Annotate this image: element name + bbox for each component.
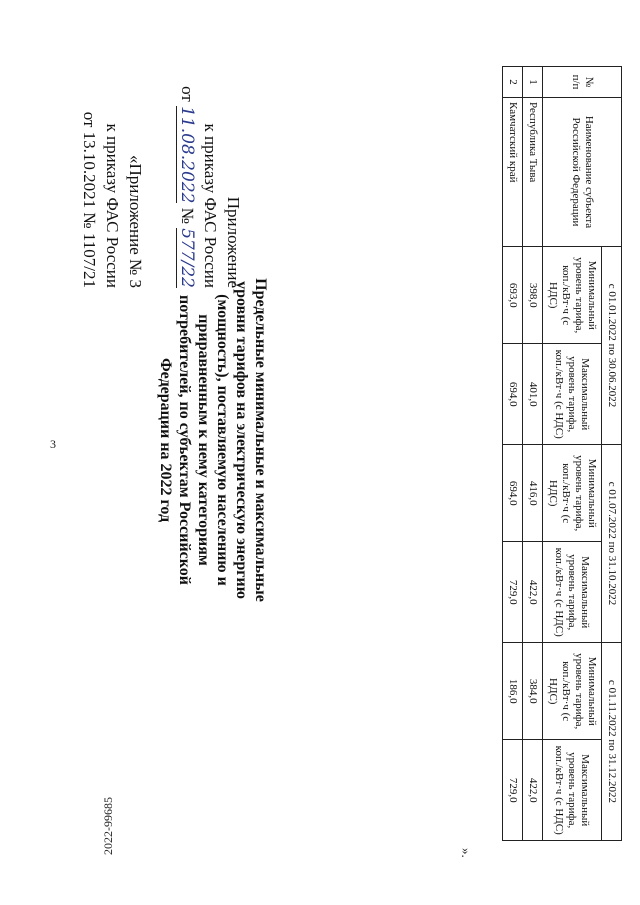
appendix-line: к приказу ФАС России <box>103 123 122 288</box>
tariff-value: 694,0 <box>503 344 523 445</box>
tariff-value: 384,0 <box>523 643 543 740</box>
max-tariff-header: Максимальный уровень тарифа, коп./кВт·ч (с НДС) <box>543 344 602 445</box>
closing-quote: ». <box>459 848 474 858</box>
appendix-prefix: от <box>178 86 197 107</box>
row-number: 2 <box>503 67 523 98</box>
tariff-value: 398,0 <box>523 247 543 344</box>
appendix-line: от 13.10.2021 № 1107/21 <box>80 111 99 288</box>
tariff-value: 401,0 <box>523 344 543 445</box>
table-row <box>523 67 543 841</box>
page-number: 3 <box>50 437 56 451</box>
max-tariff-header: Максимальный уровень тарифа, коп./кВт·ч (с НДС) <box>543 740 602 841</box>
appendix-line: «Приложение № 3 <box>126 155 145 288</box>
region-name: Камчатский край <box>503 98 523 247</box>
tariff-value: 186,0 <box>503 643 523 740</box>
tariff-value: 729,0 <box>503 740 523 841</box>
table-row <box>503 67 523 841</box>
region-name: Республика Тыва <box>523 98 543 247</box>
tariff-value: 694,0 <box>503 445 523 542</box>
appendix-header <box>78 48 245 288</box>
appendix-line: Приложение <box>224 196 243 288</box>
document-number: 2022-99685 <box>101 797 115 855</box>
min-tariff-header: Минимальный уровень тарифа, коп./кВт·ч (с НДС) <box>543 643 602 740</box>
tariff-value: 729,0 <box>503 542 523 643</box>
period-header: с 01.01.2022 по 30.06.2022 <box>602 247 622 445</box>
tariff-value: 416,0 <box>523 445 543 542</box>
tariff-table <box>502 66 622 841</box>
min-tariff-header: Минимальный уровень тарифа, коп./кВт·ч (с НДС) <box>543 247 602 344</box>
appendix-date-line <box>175 48 199 288</box>
col-header-region: Наименование субъекта Российской Федерации <box>543 98 622 247</box>
period-header: с 01.07.2022 по 31.10.2022 <box>602 445 622 643</box>
col-header-number: № п/п <box>543 67 622 98</box>
tariff-value: 693,0 <box>503 247 523 344</box>
tariff-value: 422,0 <box>523 740 543 841</box>
document-title: Предельные минимальные и максимальные уровни тарифов на электрическую энергию (мощность), поставляемую населению и приравненным к нему категориям потребителей, по субъектам Российской Федерации на 2022 год <box>157 278 269 602</box>
handwritten-date: 11.08.2022 <box>177 106 197 204</box>
table-header-row <box>602 67 622 841</box>
handwritten-number: 577/22 <box>177 228 197 288</box>
max-tariff-header: Максимальный уровень тарифа, коп./кВт·ч (с НДС) <box>543 542 602 643</box>
tariff-value: 422,0 <box>523 542 543 643</box>
row-number: 1 <box>523 67 543 98</box>
appendix-line: к приказу ФАС России <box>201 123 220 288</box>
min-tariff-header: Минимальный уровень тарифа, коп./кВт·ч (с НДС) <box>543 445 602 542</box>
appendix-number-sign: № <box>178 203 197 229</box>
period-header: с 01.11.2022 по 31.12.2022 <box>602 643 622 841</box>
